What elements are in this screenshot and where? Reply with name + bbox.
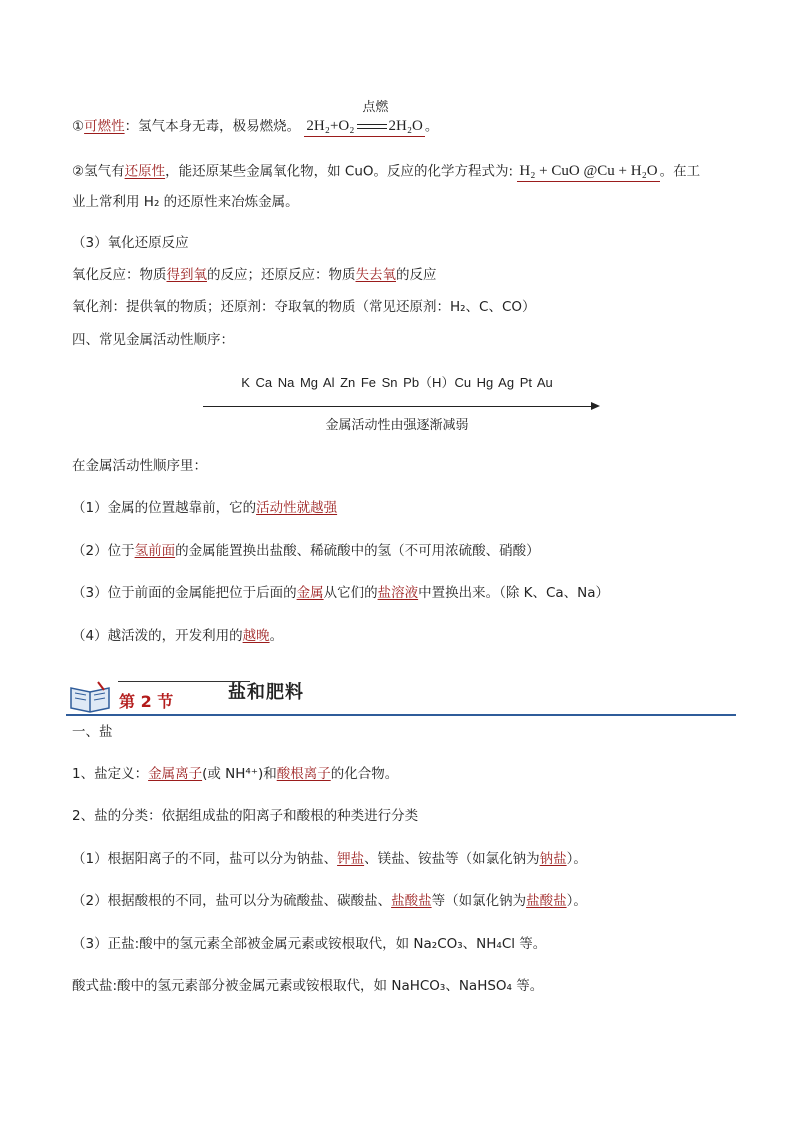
rule1-term: 活动性就越强 (256, 500, 338, 516)
activity-rule-2 (72, 541, 540, 561)
def-text-b: (或 NH⁴⁺)和 (202, 766, 277, 782)
marker-2: ② (72, 163, 85, 180)
def-text-c: 的化合物。 (330, 766, 399, 782)
combustibility-text: ：氢气本身无毒，极易燃烧。 (124, 118, 301, 135)
rule2-text-b: 的金属能置换出盐酸、稀硫酸中的氢（不可用浓硫酸、硝酸） (175, 543, 540, 559)
redox-text-c: 的反应 (396, 267, 437, 283)
salt-class-heading: 2、盐的分类：依据组成盐的阳离子和酸根的种类进行分类 (72, 808, 419, 824)
rule3-term-2: 盐溶液 (377, 585, 419, 601)
marker-1: ① (72, 118, 85, 135)
term-lose-oxygen: 失去氧 (355, 267, 396, 283)
redox-text-b: 的反应；还原反应：物质 (207, 267, 356, 283)
rule2-text-a: （2）位于 (72, 543, 135, 559)
reducing-tail: 。在工 (659, 163, 701, 180)
term-gain-oxygen: 得到氧 (166, 267, 207, 283)
rule3-text-c: 中置换出来。（除 K、Ca、Na） (418, 585, 610, 601)
reduction-equation: H₂ + CuO @Cu + H₂O (517, 161, 659, 182)
reducing-line-2: 业上常利用 H₂ 的还原性来冶炼金属。 (72, 194, 299, 210)
salt-heading: 一、盐 (72, 724, 113, 740)
arrow-right-icon (591, 402, 600, 410)
section-number: 第 2 节 (119, 692, 174, 711)
reducing-prefix: 氢气有 (84, 163, 125, 180)
rule1-text: （1）金属的位置越靠前，它的 (72, 500, 257, 516)
activity-arrow-line (203, 406, 593, 407)
rule3-text-a: （3）位于前面的金属能把位于后面的 (72, 585, 297, 601)
section-header (66, 676, 736, 716)
end-punct: 。 (424, 118, 439, 135)
activity-rule-3 (72, 583, 609, 603)
rule4-text-a: （4）越活泼的，开发利用的 (72, 628, 243, 644)
equation-right: 2H₂O (388, 118, 423, 134)
reducing-line (72, 161, 700, 182)
term-reducing: 还原性 (124, 163, 166, 180)
salt-class-1 (72, 849, 587, 869)
salt-definition (72, 764, 398, 784)
activity-heading: 四、常见金属活动性顺序： (72, 332, 234, 348)
equals-sign (357, 124, 387, 129)
activity-rule-4 (72, 626, 283, 646)
metal-activity-series: K Ca Na Mg Al Zn Fe Sn Pb（H）Cu Hg Ag Pt Au (241, 375, 553, 390)
c2-text-b: 等（如氯化钠为 (431, 893, 527, 909)
rule4-text-b: 。 (269, 628, 284, 644)
rule4-term: 越晚 (242, 628, 270, 644)
book-icon (68, 680, 112, 714)
reducing-text: ，能还原某些金属氧化物，如 CuO。反应的化学方程式为: (165, 163, 514, 180)
section-rule (66, 714, 736, 716)
redox-heading: （3）氧化还原反应 (72, 235, 189, 251)
c1-text-a: （1）根据阳离子的不同，盐可以分为钠盐、 (72, 851, 338, 867)
combustion-equation (304, 100, 425, 137)
equation-condition: 点燃 (362, 100, 389, 115)
section-title: 盐和肥料 (228, 682, 304, 703)
activity-rule-1 (72, 498, 337, 518)
c1-term-1: 钾盐 (337, 851, 365, 867)
activity-intro: 在金属活动性顺序里： (72, 458, 207, 474)
activity-arrow-caption: 金属活动性由强逐渐减弱 (325, 418, 469, 433)
redox-line-2: 氧化剂：提供氧的物质；还原剂：夺取氧的物质（常见还原剂：H₂、C、CO） (72, 299, 536, 315)
def-term-2: 酸根离子 (276, 766, 331, 782)
rule3-term-1: 金属 (296, 585, 324, 601)
c1-text-b: 、镁盐、铵盐等（如氯化钠为 (364, 851, 540, 867)
equation-left: 2H₂+O₂ (306, 118, 355, 134)
salt-class-4: 酸式盐:酸中的氢元素部分被金属元素或铵根取代，如 NaHCO₃、NaHSO₄ 等。 (72, 978, 544, 994)
redox-line-1 (72, 265, 437, 285)
def-text-a: 1、盐定义： (72, 766, 149, 782)
c2-term-2: 盐酸盐 (526, 893, 567, 909)
c1-term-2: 钠盐 (539, 851, 567, 867)
def-term-1: 金属离子 (148, 766, 203, 782)
redox-text-a: 氧化反应：物质 (72, 267, 167, 283)
salt-class-2 (72, 891, 587, 911)
c2-text-c: ）。 (566, 893, 587, 909)
salt-class-3: （3）正盐:酸中的氢元素全部被金属元素或铵根取代，如 Na₂CO₃、NH₄Cl 等。 (72, 936, 547, 952)
c1-text-c: ）。 (566, 851, 587, 867)
c2-text-a: （2）根据酸根的不同，盐可以分为硫酸盐、碳酸盐、 (72, 893, 392, 909)
rule2-term: 氢前面 (134, 543, 176, 559)
c2-term-1: 盐酸盐 (391, 893, 432, 909)
rule3-text-b: 从它们的 (323, 585, 378, 601)
combustibility-line (72, 100, 439, 137)
term-combustibility: 可燃性 (84, 118, 125, 135)
